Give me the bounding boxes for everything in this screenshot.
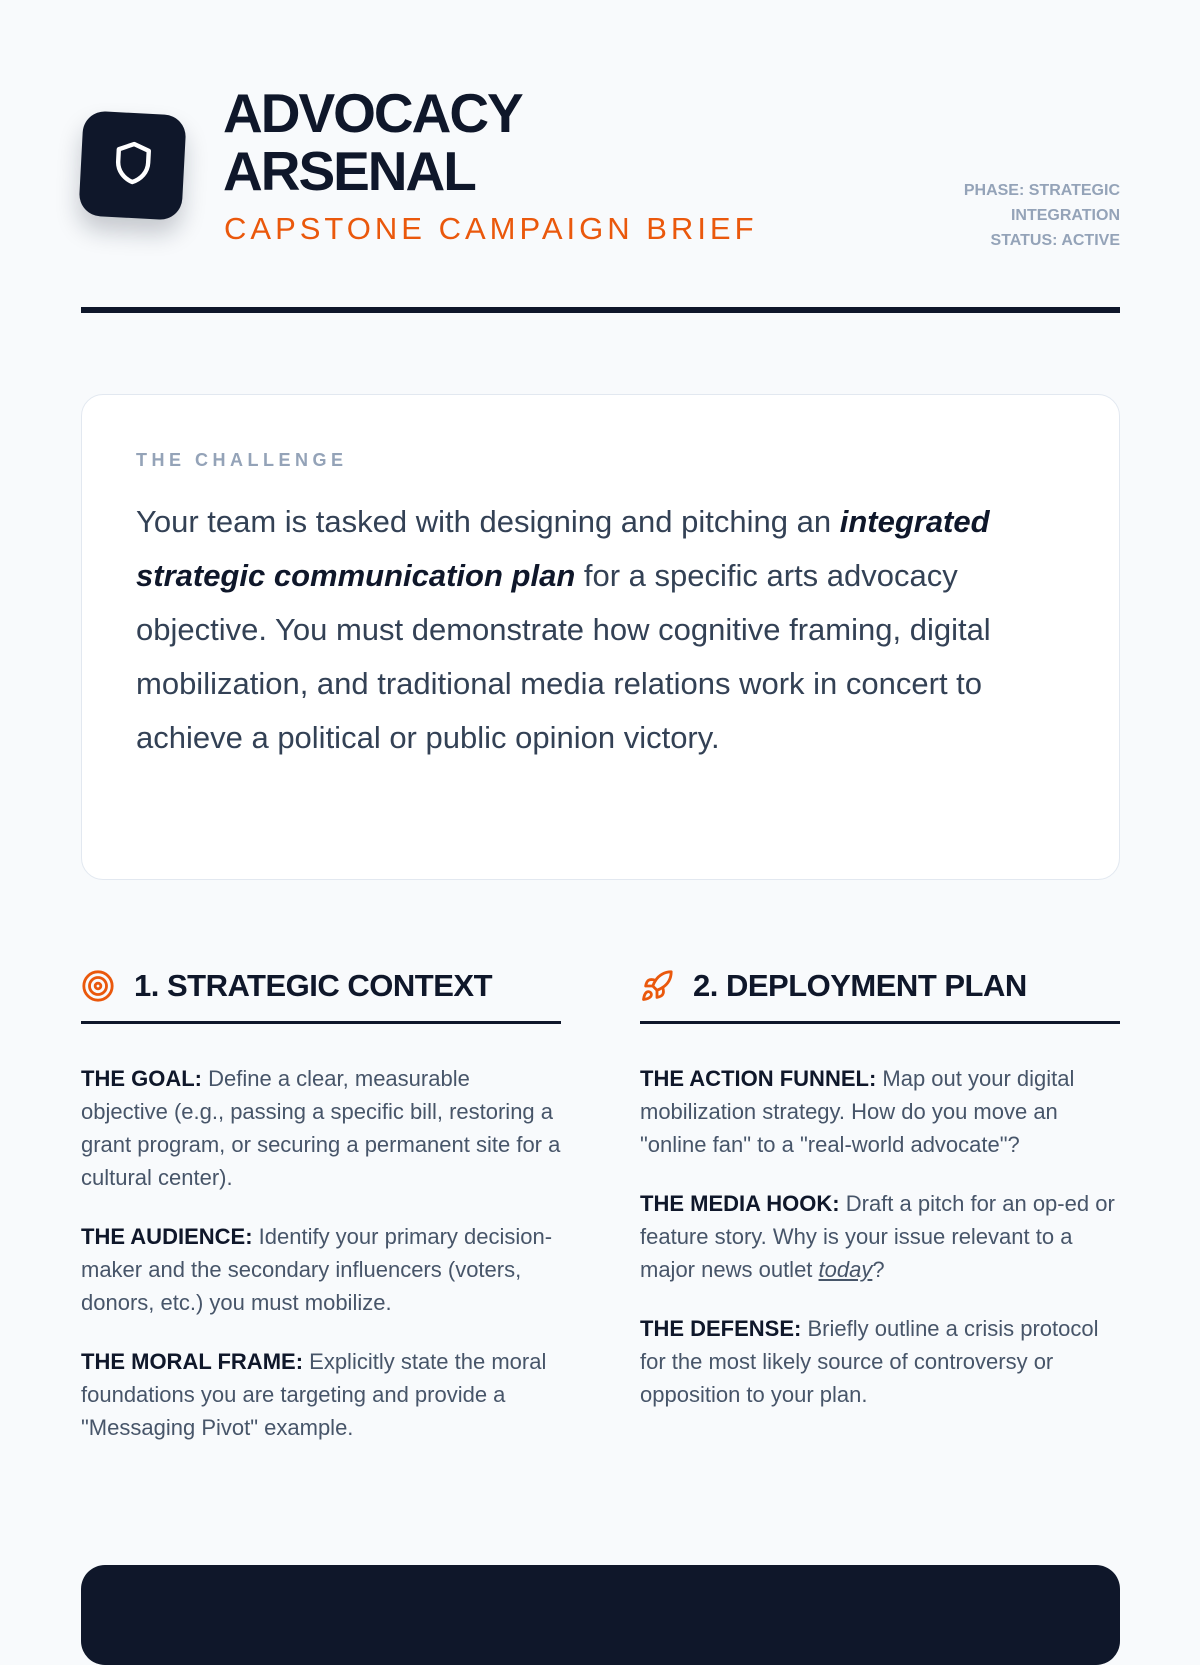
item-label: THE MORAL FRAME: [81,1349,304,1374]
item-text: Map out your digital mobilization strategy. How do you move an "online fan" to a "real-world advocate"? [640,1066,1075,1157]
list-item-action-funnel [640,1062,1120,1161]
strategic-context-list [81,1024,561,1444]
shield-icon [107,138,158,193]
deployment-plan-title: 2. DEPLOYMENT PLAN [693,968,1027,1003]
title-line-2: ARSENAL [223,140,475,202]
item-label: THE GOAL: [81,1066,202,1091]
challenge-label: THE CHALLENGE [136,450,348,470]
item-text-emphasis: today [818,1257,873,1282]
page-subtitle: CAPSTONE CAMPAIGN BRIEF [224,211,758,246]
page-title [223,84,522,200]
challenge-text-emphasis: integrated strategic communication plan [136,504,990,593]
list-item-media-hook [640,1187,1120,1286]
brief-header [81,0,1120,313]
header-divider [81,307,1120,313]
item-label: THE DEFENSE: [640,1316,802,1341]
rocket-icon [640,969,674,1003]
challenge-text [136,495,1056,765]
meta-phase-line: PHASE: STRATEGIC [963,182,1120,199]
logo-badge [78,110,186,220]
item-label: THE ACTION FUNNEL: [640,1066,877,1091]
item-label: THE MEDIA HOOK: [640,1191,840,1216]
list-item-defense [640,1312,1120,1411]
list-item-goal [81,1062,561,1194]
footer-panel [81,1565,1120,1665]
item-text: Define a clear, measurable objective (e.g., passing a specific bill, restoring a grant program, or securing a permanent site for a cultural center). [81,1066,561,1190]
strategic-context-header [81,961,561,1024]
title-line-1: ADVOCACY [223,82,522,144]
item-text: Briefly outline a crisis protocol for the most likely source of controversy or opposition to your plan. [640,1316,1099,1407]
strategic-context-section [81,961,561,1470]
meta-phase-line-2: INTEGRATION [1010,207,1120,224]
list-item-moral-frame [81,1345,561,1444]
list-item-audience [81,1220,561,1319]
deployment-plan-list [640,1024,1120,1411]
campaign-brief-page [81,0,1120,1600]
challenge-text-rest: for a specific arts advocacy objective. You must demonstrate how cognitive framing, digital mobilization, and traditional media relations work in concert to achieve a political or public opinion victory. [136,558,991,755]
challenge-card [81,394,1120,880]
deployment-plan-header [640,961,1120,1024]
item-label: THE AUDIENCE: [81,1224,253,1249]
item-text: Explicitly state the moral foundations you are targeting and provide a "Messaging Pivot" example. [81,1349,547,1440]
deployment-plan-section [640,961,1120,1437]
strategic-context-title: 1. STRATEGIC CONTEXT [134,968,493,1003]
challenge-text-intro: Your team is tasked with designing and pitching an [136,504,840,539]
target-icon [81,969,115,1003]
item-text: Identify your primary decision-maker and the secondary influencers (voters, donors, etc.) you must mobilize. [81,1224,553,1315]
meta-status-line: STATUS: ACTIVE [990,232,1120,249]
item-text-end: ? [872,1257,885,1282]
phase-status-meta [920,178,1120,253]
item-text: Draft a pitch for an op-ed or feature story. Why is your issue relevant to a major news outlet [640,1191,1115,1282]
